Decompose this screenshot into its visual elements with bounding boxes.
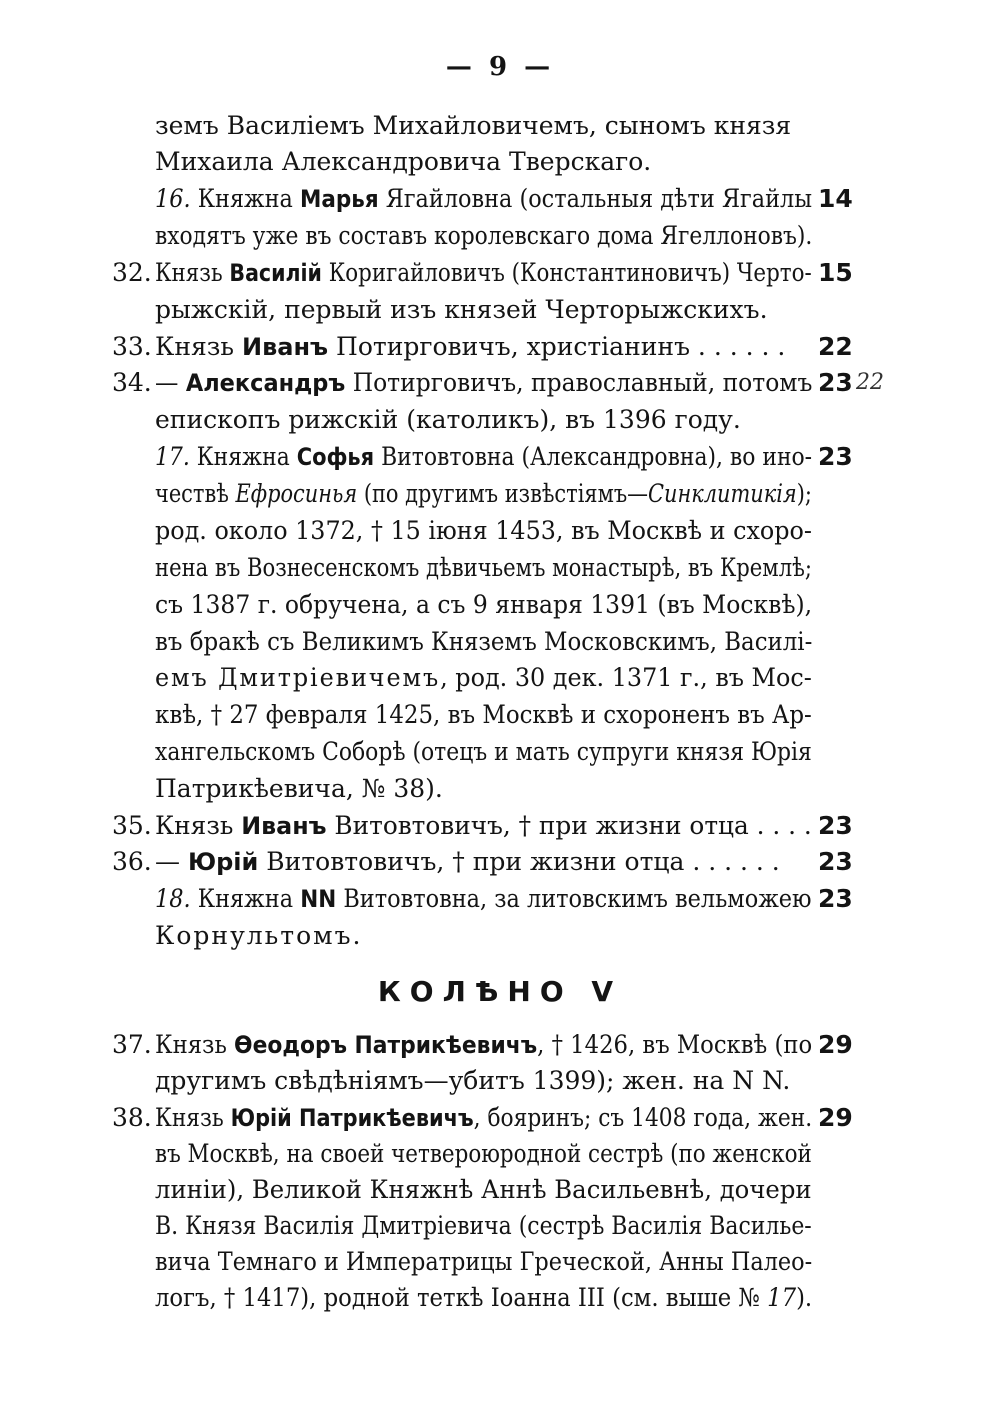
handwritten-note: 22: [856, 370, 884, 395]
italic-ref: 17: [767, 1283, 797, 1312]
text-span: Князь: [155, 1030, 235, 1059]
person-name: Александръ: [185, 369, 346, 397]
text-span: логъ, † 1417), родной теткѣ Іоанна III (см. выше №: [155, 1283, 768, 1312]
text-line: [155, 663, 812, 693]
entry-16-line: [155, 184, 812, 214]
text-line: хангельскомъ Соборѣ (отецъ и мать супруги князя Юрія: [155, 737, 812, 766]
entry-34-line: [155, 368, 812, 398]
generation-ref: 23: [818, 884, 853, 913]
text-line: линіи), Великой Княжнѣ Аннѣ Васильевнѣ, дочери: [155, 1175, 812, 1204]
text-span: , род. 30 дек. 1371 г., въ Мос-: [440, 663, 812, 692]
text-line: вича Темнаго и Императрицы Греческой, Анны Палео-: [155, 1247, 813, 1276]
entry-number: 16.: [155, 184, 191, 213]
entry-number: 17.: [155, 442, 190, 471]
text-span: Князь: [155, 1103, 231, 1132]
text-span: —: [155, 368, 186, 397]
text-line: епископъ рижскій (католикъ), въ 1396 году.: [155, 405, 741, 434]
text-line: Михаила Александровича Тверскаго.: [155, 147, 652, 176]
text-span: Княжна: [189, 442, 297, 471]
text-span: Княжна: [190, 884, 301, 913]
entry-36-line: [155, 847, 780, 877]
section-heading: КОЛѢНО V: [377, 975, 623, 1008]
entry-number: 18.: [155, 884, 191, 913]
person-name: Иванъ: [241, 333, 329, 361]
text-line: въ Москвѣ, на своей четвероюродной сестрѣ (по женской: [155, 1139, 812, 1168]
text-span: Князь: [155, 258, 230, 287]
text-span: );: [796, 479, 812, 508]
text-line: [155, 479, 812, 509]
text-span: ).: [796, 1283, 813, 1312]
person-name: Иванъ: [241, 812, 327, 840]
text-line: съ 1387 г. обручена, а съ 9 января 1391 (въ Москвѣ),: [155, 590, 813, 619]
text-line: [155, 1283, 812, 1313]
generation-ref: 14: [818, 184, 853, 213]
text-line: Патрикѣевича, № 38).: [155, 774, 443, 803]
entry-label: 37.: [112, 1030, 152, 1059]
text-span: Витовтовна, за литовскимъ вельможею: [336, 884, 812, 913]
entry-label: 36.: [112, 847, 152, 876]
text-span: чествѣ: [155, 479, 236, 508]
text-line: рыжскій, первый изъ князей Черторыжскихъ.: [155, 295, 768, 324]
entry-label: 34.: [112, 368, 152, 397]
generation-ref: 29: [818, 1103, 853, 1132]
entry-label: 38.: [112, 1103, 152, 1132]
entry-37-line: [155, 1030, 812, 1060]
generation-ref: 23: [818, 442, 853, 471]
generation-ref: 23: [818, 368, 853, 397]
generation-ref: 23: [818, 847, 853, 876]
text-span: , † 1426, въ Москвѣ (по: [537, 1030, 813, 1059]
entry-label: 35.: [112, 811, 152, 840]
person-name: Юрій: [187, 848, 259, 876]
entry-17-line: [155, 442, 812, 472]
entry-35-line: [155, 811, 812, 841]
text-line: Корнультомъ.: [155, 921, 363, 950]
text-line: другимъ свѣдѣніямъ—убитъ 1399); жен. на N N.: [155, 1066, 791, 1095]
person-name: Софья: [296, 443, 375, 471]
text-line: В. Князя Василія Дмитріевича (сестрѣ Василія Василье-: [155, 1211, 812, 1240]
generation-ref: 22: [818, 332, 853, 361]
italic-name: Ефросинья: [235, 479, 358, 508]
person-name: Юрій Патрикѣевичъ: [230, 1104, 474, 1132]
entry-label: 32.: [112, 258, 152, 287]
text-line: квѣ, † 27 февраля 1425, въ Москвѣ и схороненъ въ Ар-: [155, 700, 812, 729]
person-name: Марья: [300, 185, 379, 213]
text-span: Витовтовичъ, † при жизни отца . . . . . .: [258, 847, 780, 876]
text-span: Потирговичъ, христіанинъ . . . . . .: [328, 332, 786, 361]
generation-ref: 23: [818, 811, 853, 840]
text-line: земъ Василіемъ Михайловичемъ, сыномъ князя: [155, 111, 792, 140]
page-number: — 9 —: [445, 52, 555, 82]
text-span: Князь: [155, 811, 242, 840]
spaced-name: емъ Дмитріевичемъ: [155, 663, 441, 692]
text-span: Витовтовичъ, † при жизни отца . . . .: [326, 811, 812, 840]
person-name: Ѳеодоръ Патрикѣевичъ: [234, 1031, 538, 1059]
person-name: NN: [300, 885, 337, 913]
person-name: Василій: [229, 259, 322, 287]
entry-32-line: [155, 258, 812, 288]
text-line: въ бракѣ съ Великимъ Княземъ Московскимъ, Василі-: [155, 627, 813, 656]
text-line: входятъ уже въ составъ королевскаго дома Ягеллоновъ).: [155, 221, 813, 250]
generation-ref: 15: [818, 258, 853, 287]
entry-38-line: [155, 1103, 812, 1133]
text-span: Князь: [155, 332, 242, 361]
entry-33-line: [155, 332, 785, 362]
generation-ref: 29: [818, 1030, 853, 1059]
text-span: Витовтовна (Александровна), во ино-: [374, 442, 813, 471]
text-line: род. около 1372, † 15 іюня 1453, въ Москвѣ и схоро-: [155, 516, 812, 545]
entry-18-line: [155, 884, 812, 914]
text-span: Потирговичъ, православный, потомъ: [345, 368, 813, 397]
text-span: (по другимъ извѣстіямъ—: [357, 479, 649, 508]
entry-label: 33.: [112, 332, 152, 361]
text-span: —: [155, 847, 188, 876]
text-span: Княжна: [190, 184, 301, 213]
text-span: Ягайловна (остальныя дѣти Ягайлы: [378, 184, 813, 213]
text-span: , бояринъ; съ 1408 года, жен.: [473, 1103, 813, 1132]
text-span: Коригайловичъ (Константиновичъ) Черто-: [321, 258, 812, 287]
italic-name: Синклитикія: [648, 479, 797, 508]
text-line: нена въ Вознесенскомъ дѣвичьемъ монастырѣ, въ Кремлѣ;: [155, 553, 812, 582]
